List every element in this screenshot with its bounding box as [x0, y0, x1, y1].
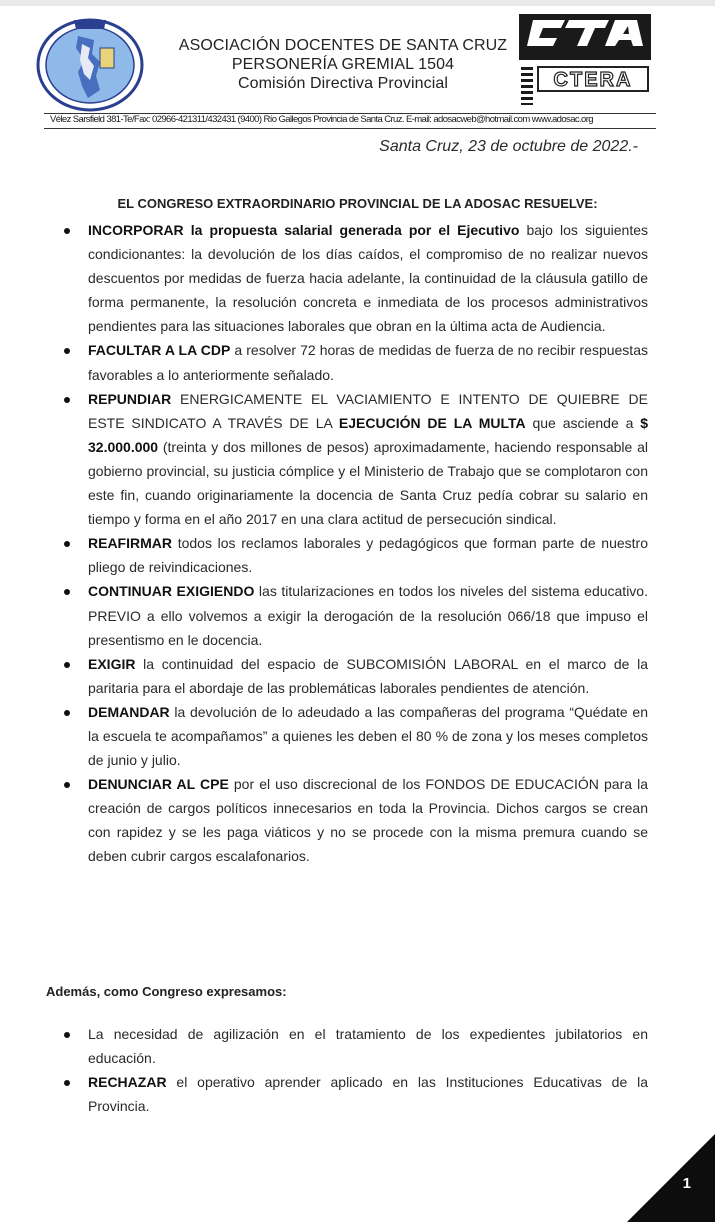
- resolution-heading: EL CONGRESO EXTRAORDINARIO PROVINCIAL DE LA ADOSAC RESUELVE:: [117, 196, 598, 211]
- top-bar: [0, 0, 715, 6]
- contact-address: Vélez Sarsfield 381-Te/Fax: 02966-421311/432431 (9400) Río Gallegos Provincia de Santa Cruz. E-mail: adosacweb@hotmail.com www.adosac.org: [50, 114, 593, 125]
- document-date: Santa Cruz, 23 de octubre de 2022.-: [379, 138, 638, 155]
- bullet-icon: [64, 541, 70, 547]
- item-text: el operativo aprender aplicado en las Instituciones Educativas de la Provincia.: [88, 1074, 648, 1115]
- expressions-heading: Además, como Congreso expresamos:: [46, 984, 287, 999]
- emphasized-text: INCORPORAR la propuesta salarial generada por el Ejecutivo: [88, 222, 520, 238]
- emphasized-text: REAFIRMAR: [88, 535, 172, 552]
- adosac-seal-icon: [34, 14, 146, 112]
- emphasized-text: EXIGIR: [88, 655, 136, 672]
- expressions-list: [64, 1022, 648, 1118]
- bullet-icon: [64, 228, 70, 234]
- union-registration: PERSONERÍA GREMIAL 1504: [231, 56, 455, 73]
- affiliation-logos: [519, 14, 651, 108]
- page-number: 1: [682, 1175, 691, 1192]
- header-rule-bottom: [44, 128, 656, 129]
- resolution-item: [64, 338, 648, 386]
- expression-item: [64, 1022, 648, 1070]
- resolution-item: [64, 772, 648, 868]
- item-text: bajo los siguientes condicionantes: la devolución de los días caídos, el compromiso de no realizar nuevos descuentos por medidas de fuerza hacia adelante, la continuidad de la cláusula gatillo de forma permanente, la resolución concreta e inmediata de los procesos administrativos pendientes para las situaciones laborales que obran en la última acta de Audiencia.: [88, 222, 649, 335]
- letterhead: [148, 36, 538, 93]
- item-text: a resolver 72 horas de medidas de fuerza de no recibir respuestas favorables a lo anteriormente señalado.: [88, 342, 648, 383]
- item-text: por el uso discrecional de los FONDOS DE EDUCACIÓN para la creación de cargos políticos innecesarios en toda la Provincia. Dichos cargos se crean con rapidez y se les paga viáticos y no se procede con la misma premura cuando se deben cubrir cargos escalafonarios.: [88, 776, 648, 865]
- bullet-icon: [64, 348, 70, 354]
- bullet-icon: [64, 1032, 70, 1038]
- resolution-item: [64, 531, 648, 579]
- emphasized-text: REPUNDIAR: [88, 390, 172, 407]
- expression-item: [64, 1070, 648, 1118]
- emphasized-text: $ 32.000.000: [88, 414, 649, 455]
- ctera-logo-icon: [519, 64, 651, 108]
- emphasized-text: DENUNCIAR AL CPE: [88, 776, 229, 793]
- bullet-icon: [64, 782, 70, 788]
- item-text: (treinta y dos millones de pesos) aproximadamente, haciendo responsable al gobierno provincial, su justicia cómplice y el Ministerio de Trabajo que se complotaron con este fin, cuando originariamente la docencia de Santa Cruz pedía cobrar su salario en tiempo y forma en el año 2017 en una clara actitud de persecución sindical.: [88, 438, 648, 528]
- bullet-icon: [64, 1080, 70, 1086]
- resolution-item: [64, 652, 648, 700]
- emphasized-text: DEMANDAR: [88, 703, 170, 720]
- item-text: las titularizaciones en todos los niveles del sistema educativo. PREVIO a ello volvemos a exigir la derogación de la resolución 066/18 que impuso el presentismo en le docencia.: [88, 583, 648, 648]
- item-text: la continuidad del espacio de SUBCOMISIÓN LABORAL en el marco de la paritaria para el abordaje de las problemáticas laborales pendientes de atención.: [88, 655, 648, 696]
- item-text: La necesidad de agilización en el tratamiento de los expedientes jubilatorios en educación.: [88, 1026, 648, 1067]
- emphasized-text: FACULTAR A LA CDP: [88, 342, 231, 359]
- bullet-icon: [64, 589, 70, 595]
- cta-logo-icon: [519, 14, 651, 60]
- page-corner: [627, 1134, 715, 1222]
- resolution-item: [64, 218, 648, 338]
- emphasized-text: RECHAZAR: [88, 1074, 167, 1091]
- emphasized-text: EJECUCIÓN DE LA MULTA: [338, 414, 526, 431]
- item-text: todos los reclamos laborales y pedagógicos que forman parte de nuestro pliego de reivindicaciones.: [88, 535, 648, 576]
- item-text: la devolución de lo adeudado a las compañeras del programa “Quédate en la escuela te acompañamos” a quienes les deben el 80 % de zona y los meses completos de junio y julio.: [88, 703, 648, 769]
- association-name: ASOCIACIÓN DOCENTES DE SANTA CRUZ: [178, 37, 508, 54]
- svg-text:CTERA: CTERA: [553, 69, 633, 91]
- bullet-icon: [64, 397, 70, 403]
- resolution-item: [64, 700, 648, 772]
- item-text: ENERGICAMENTE EL VACIAMIENTO E INTENTO DE QUIEBRE DE ESTE SINDICATO A TRAVÉS DE LA: [88, 390, 648, 431]
- resolution-item: [64, 387, 648, 532]
- ctera-stripes: [521, 67, 533, 105]
- emphasized-text: CONTINUAR EXIGIENDO: [88, 583, 255, 600]
- item-text: que asciende a: [525, 414, 641, 431]
- commission-name: Comisión Directiva Provincial: [237, 75, 449, 92]
- resolutions-list: [64, 218, 648, 869]
- resolution-item: [64, 579, 648, 651]
- bullet-icon: [64, 662, 70, 668]
- bullet-icon: [64, 710, 70, 716]
